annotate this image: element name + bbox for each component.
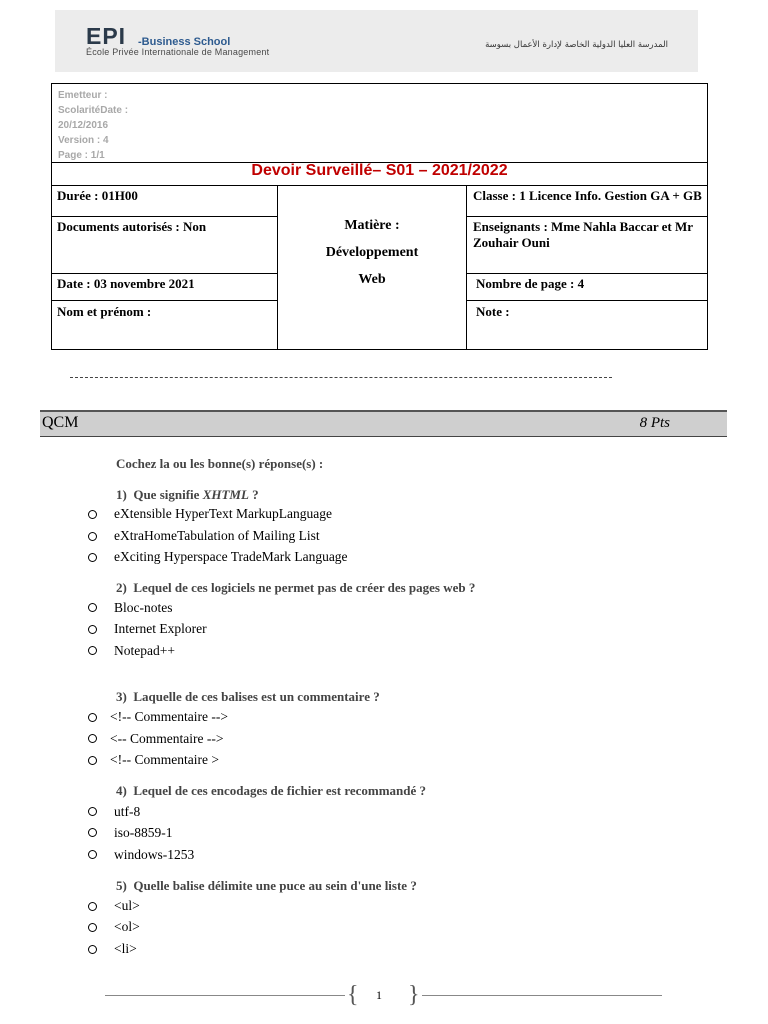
answer-option: <li> — [114, 941, 137, 956]
question-number: 3) — [116, 689, 127, 704]
question-3 — [116, 689, 380, 705]
answer-option: <!-- Commentaire --> — [110, 709, 228, 724]
answer-option: eXtraHomeTabulation of Mailing List — [114, 528, 320, 543]
question-text: Laquelle de ces balises est un commentaire ? — [133, 689, 380, 704]
answer-option: iso-8859-1 — [114, 825, 173, 840]
qcm-section-header — [40, 410, 727, 437]
logo-epi: EPI — [86, 23, 127, 49]
table-divider — [466, 300, 708, 301]
meta-scolarite-date: ScolaritéDate : — [58, 105, 129, 116]
radio-option[interactable] — [88, 603, 97, 612]
question-text: Que signifie — [133, 487, 200, 502]
qcm-instruction: Cochez la ou les bonne(s) réponse(s) : — [116, 456, 324, 471]
radio-option[interactable] — [88, 807, 97, 816]
answer-option: Notepad++ — [114, 643, 175, 658]
radio-option[interactable] — [88, 902, 97, 911]
logo-business-school: -Business School — [138, 36, 231, 48]
radio-option[interactable] — [88, 625, 97, 634]
table-divider — [51, 300, 278, 301]
question-number: 5) — [116, 878, 127, 893]
table-divider — [51, 273, 278, 274]
answer-option: utf-8 — [114, 804, 141, 819]
table-divider — [51, 216, 278, 217]
question-text: Quelle balise délimite une puce au sein d'une liste ? — [133, 878, 417, 893]
question-keyword: XHTML — [202, 487, 249, 502]
question-4 — [116, 783, 426, 799]
logo-tagline: École Privée Internationale de Management — [86, 47, 270, 57]
answer-option: Internet Explorer — [114, 621, 207, 636]
radio-option[interactable] — [88, 850, 97, 859]
arabic-school-name: المدرسة العليا الدولية الخاصة لإدارة الأعمال بسوسة — [485, 40, 668, 50]
radio-option[interactable] — [88, 734, 97, 743]
qcm-label: QCM — [42, 414, 79, 431]
radio-option[interactable] — [88, 646, 97, 655]
answer-option: <ul> — [114, 898, 140, 913]
page-number: 1 — [376, 988, 382, 1002]
document-meta — [58, 88, 128, 163]
answer-option: Bloc-notes — [114, 600, 173, 615]
grade-field[interactable]: Note : — [476, 304, 510, 319]
answer-option: <-- Commentaire --> — [110, 731, 224, 746]
table-divider — [51, 185, 708, 186]
footer-brace-right: } — [408, 982, 420, 1008]
radio-option[interactable] — [88, 828, 97, 837]
answer-option: eXtensible HyperText MarkupLanguage — [114, 506, 332, 521]
subject-block — [278, 212, 466, 293]
radio-option[interactable] — [88, 553, 97, 562]
footer-rule-left — [105, 995, 345, 996]
table-divider — [466, 216, 708, 217]
answer-option: windows-1253 — [114, 847, 195, 862]
meta-version: Version : 4 — [58, 135, 109, 146]
radio-option[interactable] — [88, 945, 97, 954]
subject-name-line1: Développement — [325, 245, 419, 260]
question-mark: ? — [252, 487, 259, 502]
radio-option[interactable] — [88, 756, 97, 765]
student-name-field[interactable]: Nom et prénom : — [57, 304, 152, 319]
footer-rule-right — [422, 995, 662, 996]
exam-duration: Durée : 01H00 — [57, 188, 138, 203]
school-banner — [55, 10, 698, 72]
question-text: Lequel de ces encodages de fichier est recommandé ? — [133, 783, 427, 798]
question-number: 1) — [116, 487, 127, 502]
cut-line — [70, 377, 612, 378]
answer-option: <!-- Commentaire > — [110, 752, 219, 767]
radio-option[interactable] — [88, 713, 97, 722]
answer-option: eXciting Hyperspace TradeMark Language — [114, 549, 348, 564]
question-text: Lequel de ces logiciels ne permet pas de créer des pages web ? — [133, 580, 476, 595]
question-1 — [116, 487, 259, 503]
exam-title: Devoir Surveillé– S01 – 2021/2022 — [251, 162, 508, 179]
teachers: Enseignants : Mme Nahla Baccar et Mr Zouhair Ouni — [473, 219, 693, 250]
subject-label: Matière : — [344, 218, 400, 233]
qcm-points: 8 Pts — [639, 415, 670, 431]
footer-brace-left: { — [347, 982, 359, 1008]
radio-option[interactable] — [88, 923, 97, 932]
meta-date-value: 20/12/2016 — [58, 120, 109, 131]
radio-option[interactable] — [88, 510, 97, 519]
meta-page: Page : 1/1 — [58, 150, 105, 161]
answer-option: <ol> — [114, 919, 140, 934]
question-2 — [116, 580, 475, 596]
meta-emetteur: Emetteur : — [58, 90, 108, 101]
table-divider — [466, 273, 708, 274]
page-count: Nombre de page : 4 — [476, 276, 585, 291]
exam-date: Date : 03 novembre 2021 — [57, 276, 195, 291]
question-5 — [116, 878, 417, 894]
question-number: 2) — [116, 580, 127, 595]
subject-name-line2: Web — [358, 272, 386, 287]
class-info: Classe : 1 Licence Info. Gestion GA + GB — [473, 188, 702, 203]
table-divider — [466, 185, 467, 350]
radio-option[interactable] — [88, 532, 97, 541]
question-number: 4) — [116, 783, 127, 798]
documents-allowed: Documents autorisés : Non — [57, 219, 207, 234]
